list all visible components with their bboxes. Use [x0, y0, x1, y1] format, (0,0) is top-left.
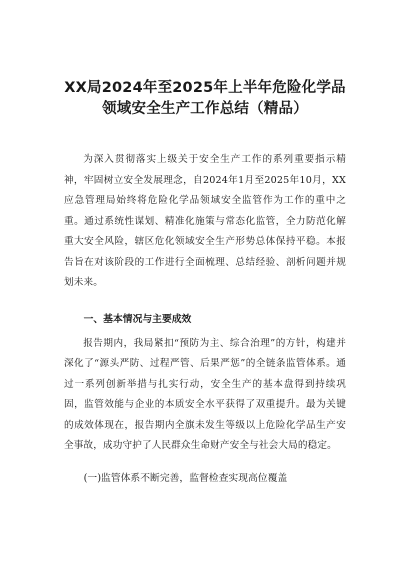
title-line-1: XX局2024年至2025年上半年危险化学品: [64, 80, 346, 96]
subsection-heading-1: (一)监管体系不断完善，监督检查实现高位覆盖: [83, 472, 288, 484]
document-title: [64, 78, 346, 120]
title-line-2: 领域安全生产工作总结（精品）: [102, 101, 308, 117]
section-heading-1: 一、基本情况与主要成效: [83, 313, 192, 325]
intro-paragraph: 为深入贯彻落实上级关于安全生产工作的系列重要指示精神，牢固树立安全发展理念，自2024年1月至2025年10月，XX应急管理局始终将危险化学品领域安全监管作为工作的重中之重。通过系统性谋划、精准化施策与常态化监管，全力防范化解重大安全风险，辖区危化领域安全生产形势总体保持平稳。本报告旨在对该阶段的工作进行全面梳理、总结经验、剖析问题并规划未来。: [64, 154, 346, 288]
section-1-paragraph: 报告期内，我局紧扣“预防为主、综合治理”的方针，构建并深化了“源头严防、过程严管、后果严惩”的全链条监管体系。通过一系列创新举措与扎实行动，安全生产的基本盘得到持续巩固，监管效能与企业的本质安全水平获得了双重提升。最为关键的成效体现在，报告期内全旗未发生等级以上危险化学品生产安全事故，成功守护了人民群众生命财产安全与社会大局的稳定。: [64, 337, 346, 451]
